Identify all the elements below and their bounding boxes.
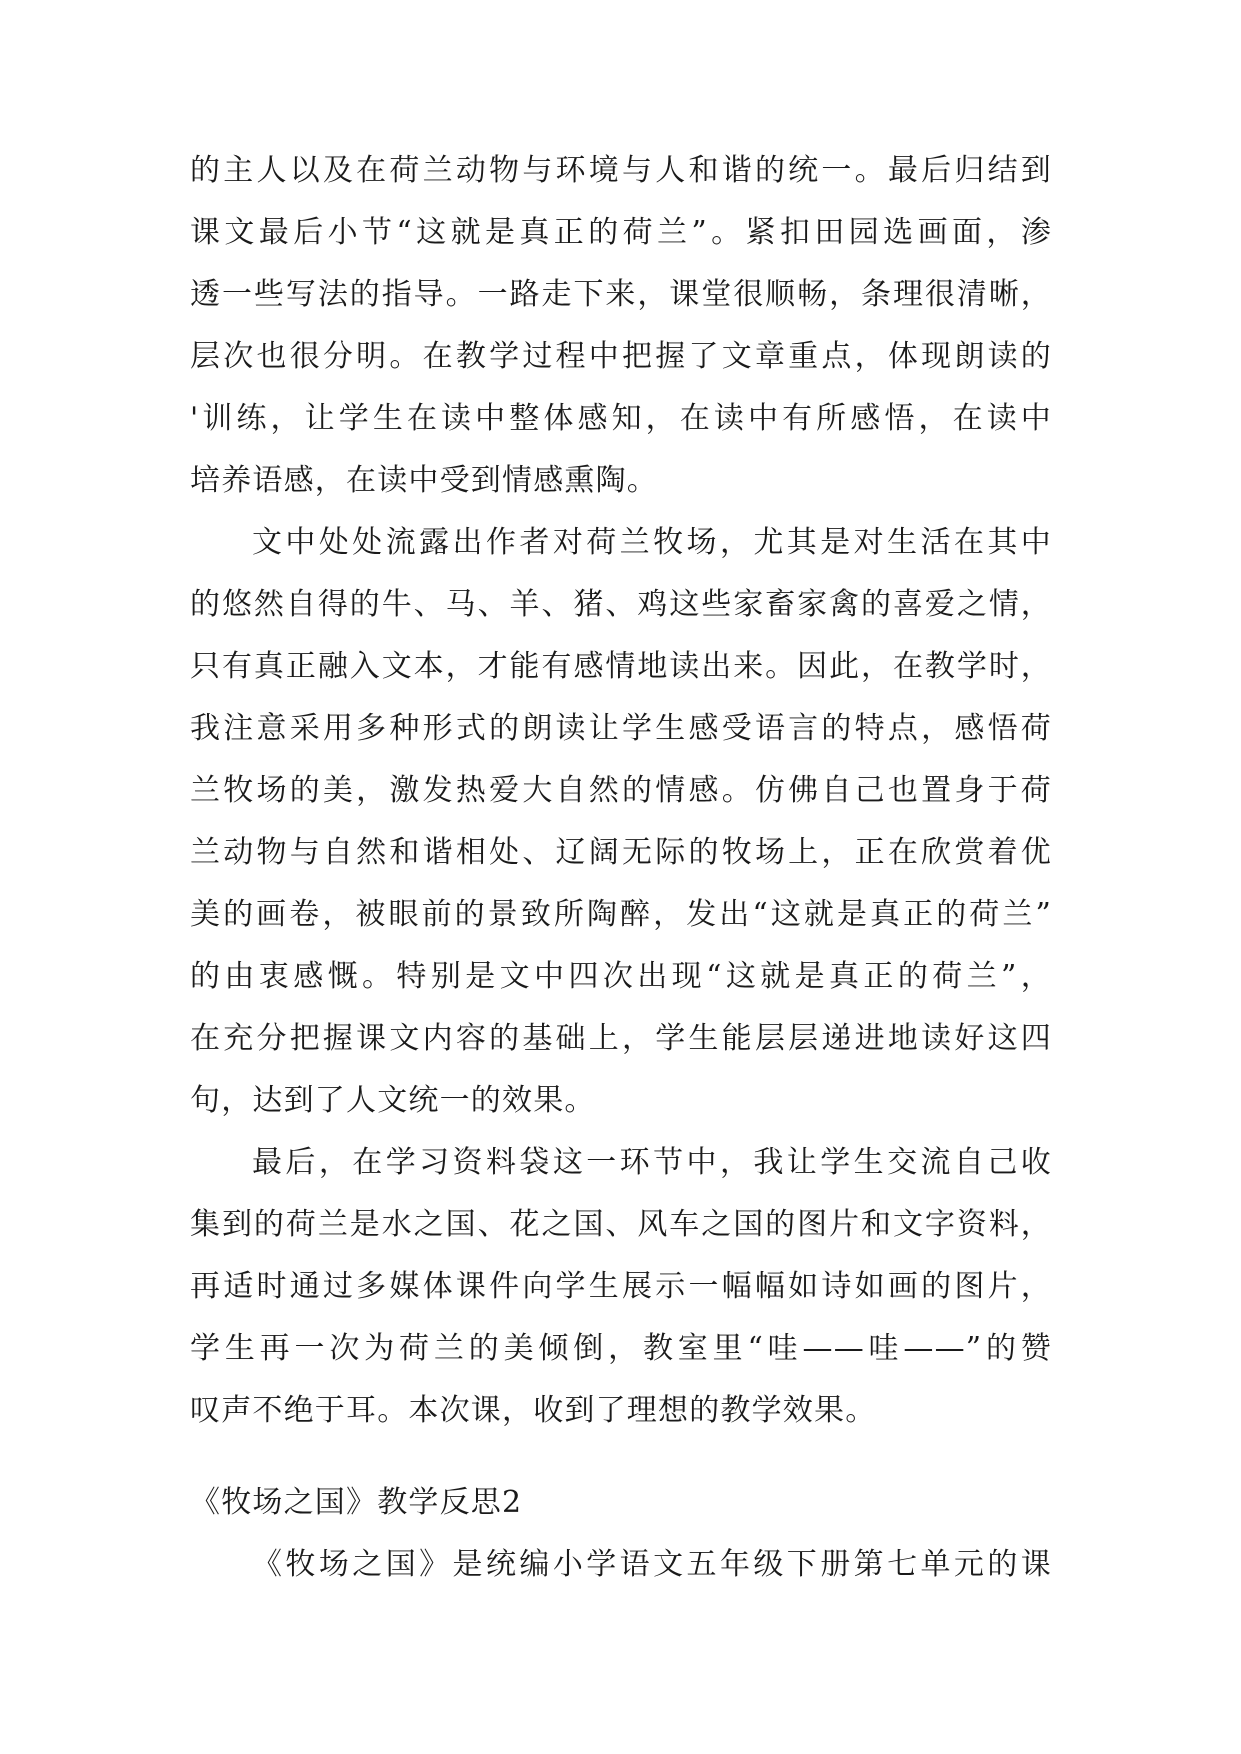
paragraph-first-line: 文中处处流露出作者对荷兰牧场，尤其是对生活在其中	[252, 525, 1052, 560]
paragraph-line: 学生再一次为荷兰的美倾倒，教室里“哇——哇——”的赞	[190, 1331, 1052, 1366]
paragraph-line: 美的画卷，被眼前的景致所陶醉，发出“这就是真正的荷兰”	[190, 897, 1052, 932]
paragraph-line: 叹声不绝于耳。本次课，收到了理想的教学效果。	[190, 1393, 877, 1428]
paragraph-line: 句，达到了人文统一的效果。	[190, 1083, 596, 1118]
paragraph-first-line: 最后，在学习资料袋这一环节中，我让学生交流自己收	[252, 1145, 1052, 1180]
paragraph-line: 的由衷感慨。特别是文中四次出现“这就是真正的荷兰”，	[190, 959, 1052, 994]
paragraph-first-line: 《牧场之国》是统编小学语文五年级下册第七单元的课	[252, 1547, 1052, 1582]
paragraph-line: 只有真正融入文本，才能有感情地读出来。因此，在教学时，	[190, 649, 1052, 684]
paragraph-line: 透一些写法的指导。一路走下来，课堂很顺畅，条理很清晰，	[190, 277, 1052, 312]
paragraph-line: 兰牧场的美，激发热爱大自然的情感。仿佛自己也置身于荷	[190, 773, 1052, 808]
paragraph-line: 集到的荷兰是水之国、花之国、风车之国的图片和文字资料，	[190, 1207, 1052, 1242]
paragraph-line: '训练，让学生在读中整体感知，在读中有所感悟，在读中	[190, 401, 1052, 436]
section-heading: 《牧场之国》教学反思2	[190, 1485, 523, 1520]
paragraph-line: 的主人以及在荷兰动物与环境与人和谐的统一。最后归结到	[190, 153, 1052, 188]
paragraph-line: 培养语感，在读中受到情感熏陶。	[190, 463, 658, 498]
paragraph-line: 课文最后小节“这就是真正的荷兰”。紧扣田园选画面，渗	[190, 215, 1052, 250]
paragraph-line: 在充分把握课文内容的基础上，学生能层层递进地读好这四	[190, 1021, 1052, 1056]
paragraph-line: 我注意采用多种形式的朗读让学生感受语言的特点，感悟荷	[190, 711, 1052, 746]
paragraph-line: 再适时通过多媒体课件向学生展示一幅幅如诗如画的图片，	[190, 1269, 1052, 1304]
paragraph-line: 兰动物与自然和谐相处、辽阔无际的牧场上，正在欣赏着优	[190, 835, 1052, 870]
paragraph-line: 的悠然自得的牛、马、羊、猪、鸡这些家畜家禽的喜爱之情，	[190, 587, 1052, 622]
paragraph-line: 层次也很分明。在教学过程中把握了文章重点，体现朗读的	[190, 339, 1052, 374]
